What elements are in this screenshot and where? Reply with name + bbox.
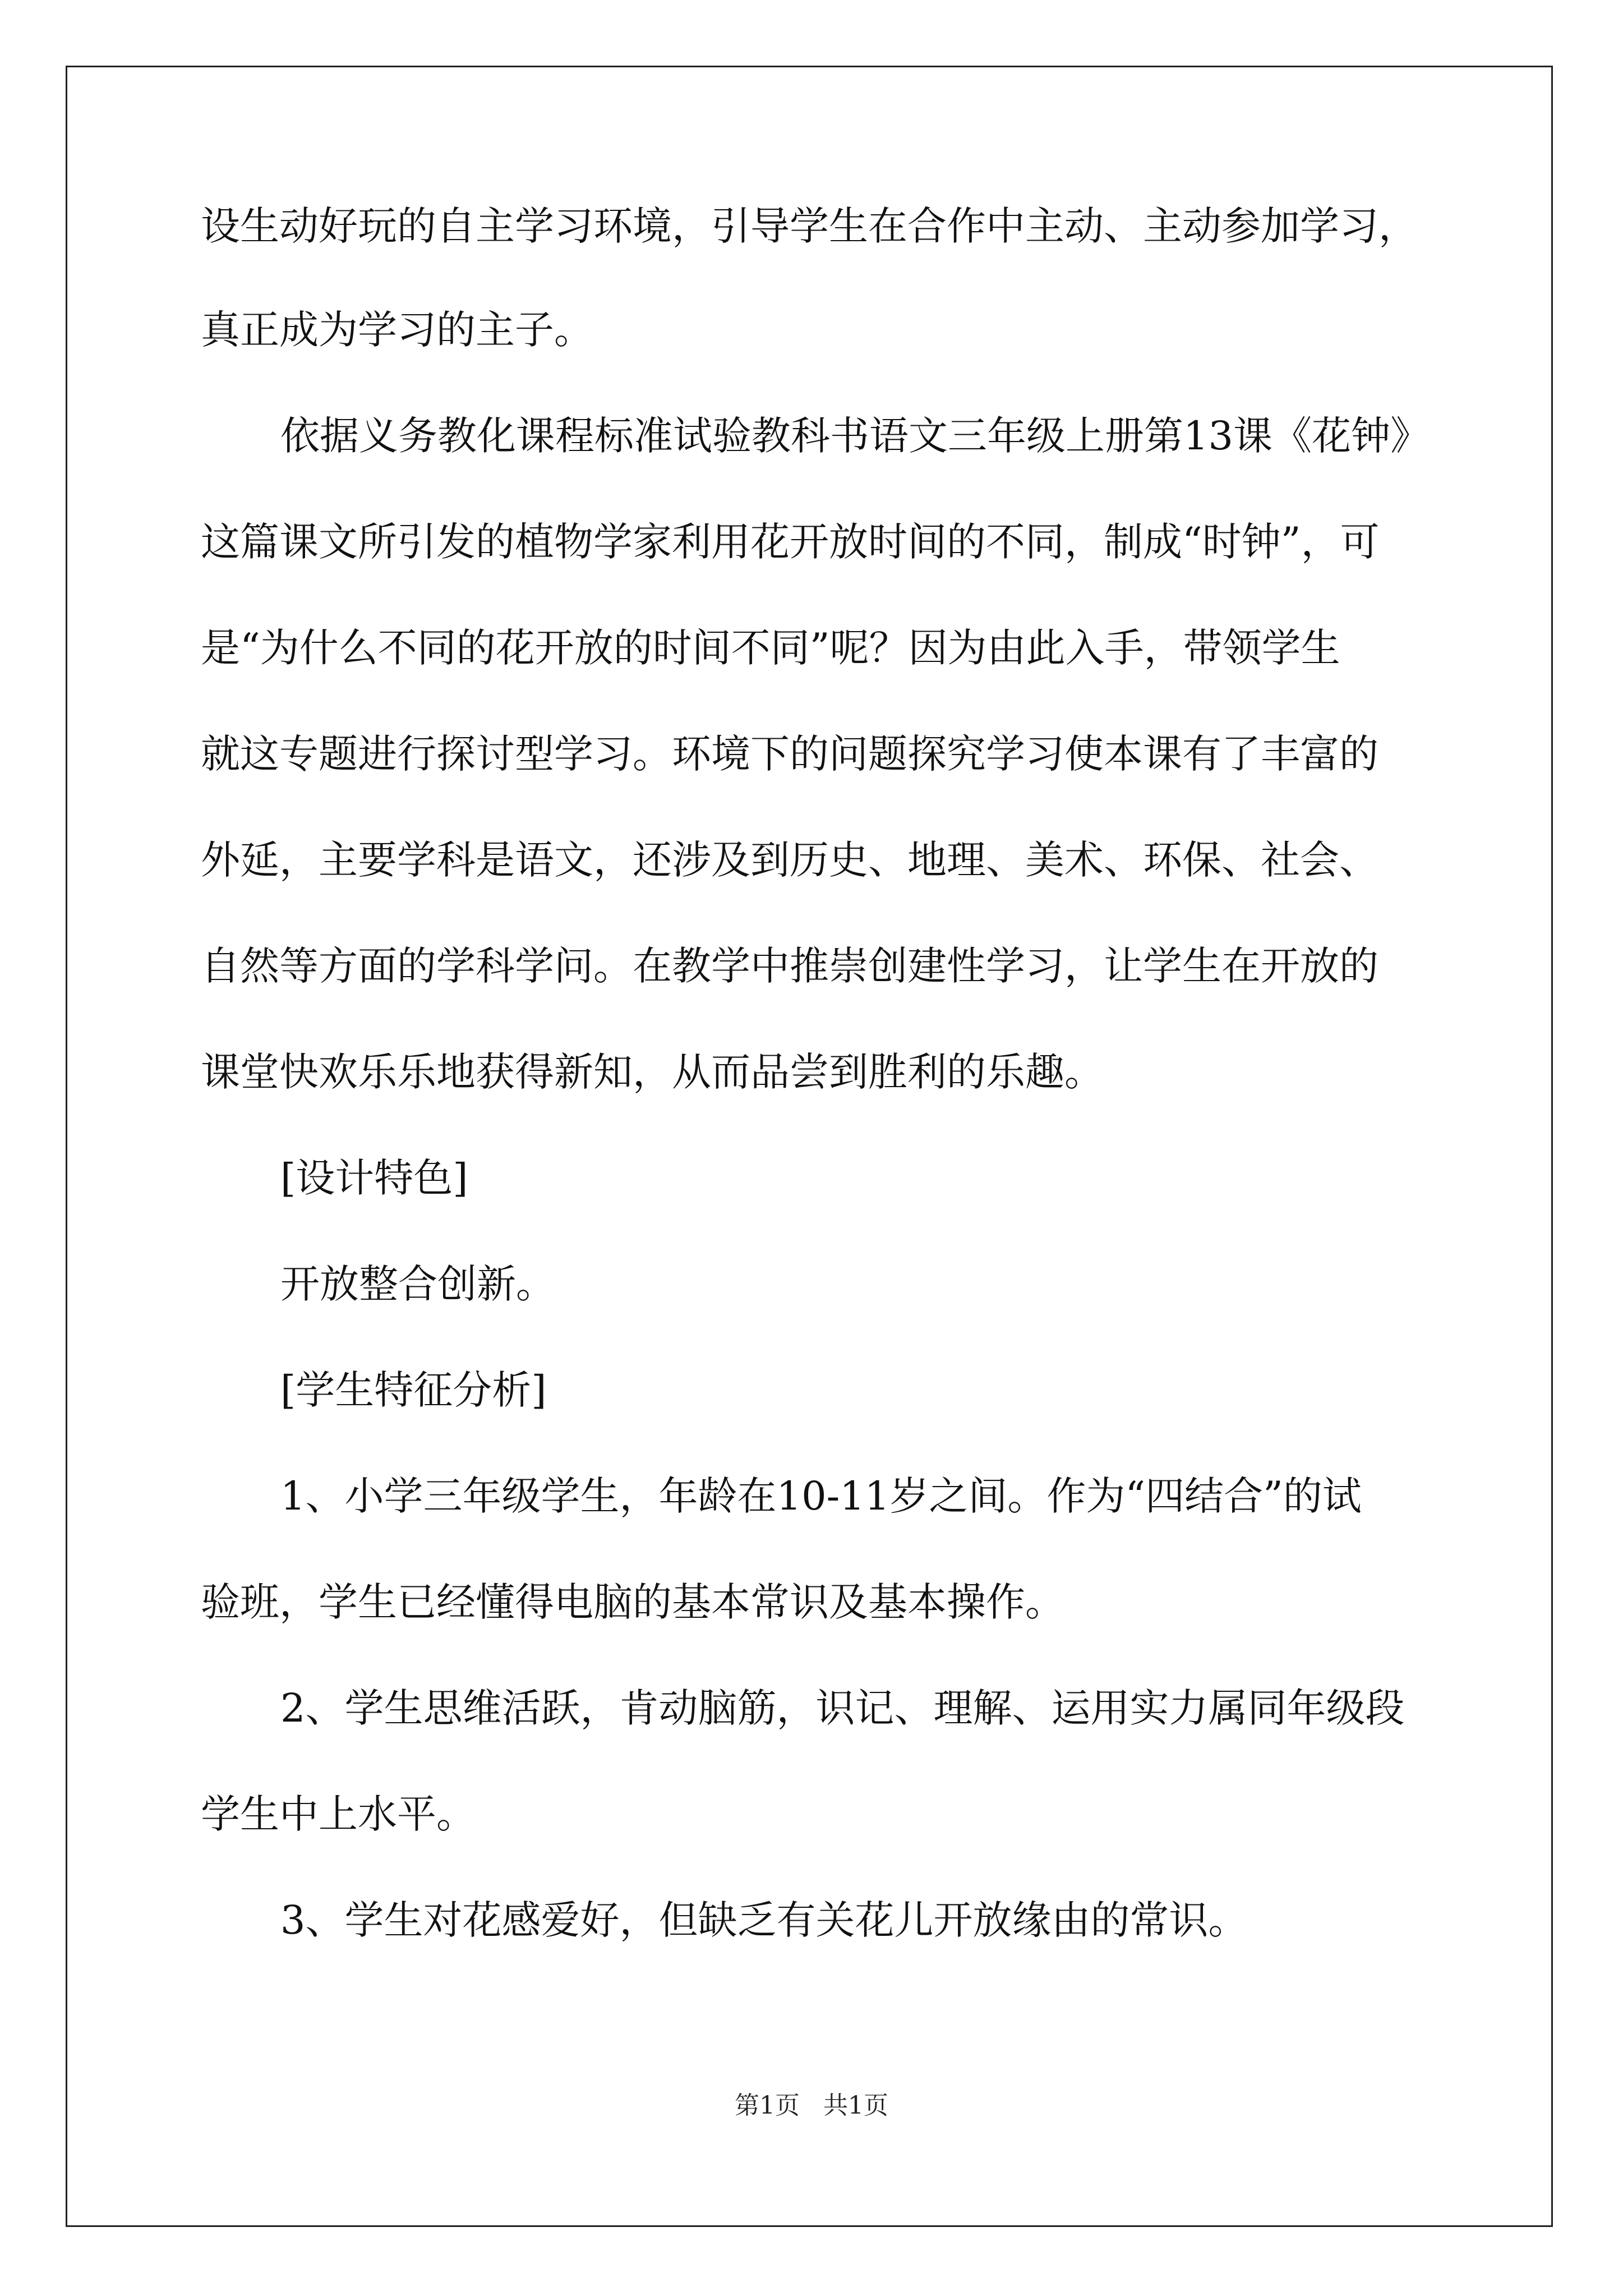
paragraph-line: 学生中上水平。 xyxy=(201,1791,476,1837)
paragraph-line: 课堂快欢乐乐地获得新知，从而品尝到胜利的乐趣。 xyxy=(201,1049,1104,1095)
paragraph-line: 就这专题进行探讨型学习。环境下的问题探究学习使本课有了丰富的 xyxy=(201,731,1378,777)
list-item: 2、学生思维活跃，肯动脑筋，识记、理解、运用实力属同年级段 xyxy=(280,1685,1405,1731)
list-item: 3、学生对花感爱好，但缺乏有关花儿开放缘由的常识。 xyxy=(280,1897,1248,1943)
paragraph-line: 真正成为学习的主子。 xyxy=(201,307,593,353)
paragraph-line: 自然等方面的学科学问。在教学中推崇创建性学习，让学生在开放的 xyxy=(201,943,1378,989)
page-footer: 第1页 共1页 xyxy=(735,2091,888,2120)
paragraph-line: 开放整合创新。 xyxy=(280,1261,555,1307)
paragraph-line: 设生动好玩的自主学习环境，引导学生在合作中主动、主动参加学习， xyxy=(201,203,1418,249)
paragraph-line: 这篇课文所引发的植物学家利用花开放时间的不同，制成“时钟”，可 xyxy=(201,519,1380,565)
list-item: 1、小学三年级学生，年龄在10-11岁之间。作为“四结合”的试 xyxy=(280,1473,1362,1519)
paragraph-line: 外延，主要学科是语文，还涉及到历史、地理、美术、环保、社会、 xyxy=(201,837,1378,883)
paragraph-line: 验班，学生已经懂得电脑的基本常识及基本操作。 xyxy=(201,1579,1064,1625)
paragraph-line: 是“为什么不同的花开放的时间不同”呢？因为由此入手，带领学生 xyxy=(201,625,1340,671)
paragraph-line: 依据义务教化课程标准试验教科书语文三年级上册第13课《花钟》 xyxy=(280,413,1430,459)
section-heading: [学生特征分析] xyxy=(280,1367,547,1413)
section-heading: [设计特色] xyxy=(280,1155,468,1201)
